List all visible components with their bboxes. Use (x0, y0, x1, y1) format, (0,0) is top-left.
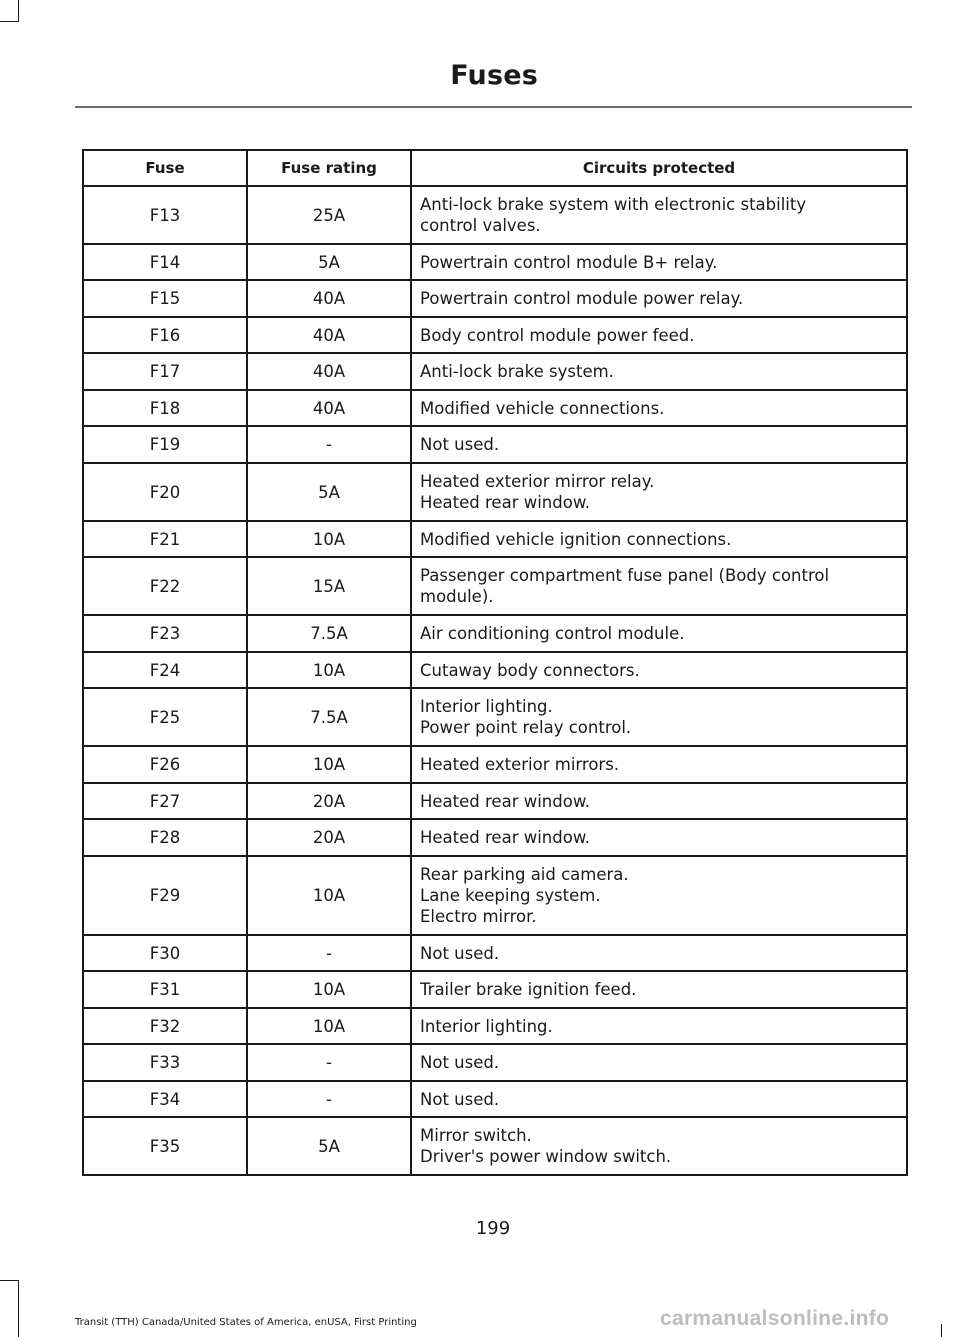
fuse-table-body (83, 186, 907, 1175)
table-row (83, 688, 907, 746)
rating-cell: 7.5A (247, 688, 411, 746)
table-row (83, 615, 907, 652)
fuse-cell: F31 (83, 971, 247, 1008)
crop-mark-top-left-vertical (18, 0, 19, 22)
crop-mark-top-left-horizontal (0, 21, 19, 22)
circuits-cell: Trailer brake ignition feed. (411, 971, 907, 1008)
column-header-fuse-rating: Fuse rating (247, 150, 411, 186)
circuits-cell: Heated rear window. (411, 819, 907, 856)
circuits-cell: Body control module power feed. (411, 317, 907, 353)
table-row (83, 1008, 907, 1044)
rating-cell: 15A (247, 557, 411, 615)
fuse-cell: F24 (83, 652, 247, 688)
circuits-cell: Not used. (411, 426, 907, 463)
rating-cell: 20A (247, 819, 411, 856)
circuits-cell: Modified vehicle ignition connections. (411, 521, 907, 557)
table-row (83, 783, 907, 819)
table-row (83, 557, 907, 615)
circuits-cell: Modified vehicle connections. (411, 390, 907, 426)
title-rule (75, 106, 912, 108)
rating-cell: - (247, 1044, 411, 1081)
rating-cell: - (247, 935, 411, 971)
fuse-cell: F19 (83, 426, 247, 463)
table-row (83, 317, 907, 353)
rating-cell: 40A (247, 280, 411, 317)
table-row (83, 186, 907, 244)
table-row (83, 971, 907, 1008)
rating-cell: 10A (247, 652, 411, 688)
fuse-cell: F32 (83, 1008, 247, 1044)
rating-cell: 20A (247, 783, 411, 819)
rating-cell: - (247, 426, 411, 463)
column-header-circuits-protected: Circuits protected (411, 150, 907, 186)
fuse-cell: F35 (83, 1117, 247, 1175)
circuits-cell: Heated exterior mirrors. (411, 746, 907, 783)
crop-mark-bottom-left-horizontal (0, 1280, 19, 1281)
circuits-cell: Passenger compartment fuse panel (Body control module). (411, 557, 907, 615)
fuse-cell: F22 (83, 557, 247, 615)
fuse-cell: F27 (83, 783, 247, 819)
crop-mark-bottom-left-vertical (18, 1280, 19, 1337)
circuits-cell: Heated rear window. (411, 783, 907, 819)
fuse-cell: F21 (83, 521, 247, 557)
rating-cell: 5A (247, 463, 411, 521)
table-row (83, 390, 907, 426)
fuse-cell: F29 (83, 856, 247, 935)
watermark: carmanualsonline.info (660, 1307, 890, 1330)
circuits-cell: Heated exterior mirror relay. Heated rear window. (411, 463, 907, 521)
table-row (83, 353, 907, 390)
fuse-cell: F13 (83, 186, 247, 244)
rating-cell: 40A (247, 317, 411, 353)
circuits-cell: Cutaway body connectors. (411, 652, 907, 688)
circuits-cell: Air conditioning control module. (411, 615, 907, 652)
rating-cell: 40A (247, 390, 411, 426)
fuse-cell: F30 (83, 935, 247, 971)
fuse-table (82, 149, 908, 1176)
table-row (83, 819, 907, 856)
column-header-fuse: Fuse (83, 150, 247, 186)
fuse-cell: F28 (83, 819, 247, 856)
table-header-row (83, 150, 907, 186)
circuits-cell: Not used. (411, 935, 907, 971)
table-row (83, 1044, 907, 1081)
table-row (83, 244, 907, 280)
fuse-cell: F20 (83, 463, 247, 521)
rating-cell: 25A (247, 186, 411, 244)
fuse-cell: F34 (83, 1081, 247, 1117)
circuits-cell: Interior lighting. Power point relay control. (411, 688, 907, 746)
rating-cell: 7.5A (247, 615, 411, 652)
fuse-cell: F26 (83, 746, 247, 783)
rating-cell: 40A (247, 353, 411, 390)
rating-cell: 10A (247, 971, 411, 1008)
table-row (83, 1117, 907, 1175)
crop-mark-bottom-right-vertical (941, 1324, 942, 1337)
fuse-cell: F17 (83, 353, 247, 390)
table-row (83, 746, 907, 783)
rating-cell: 10A (247, 856, 411, 935)
rating-cell: 5A (247, 244, 411, 280)
table-row (83, 426, 907, 463)
rating-cell: 10A (247, 746, 411, 783)
page-number: 199 (475, 1218, 511, 1239)
table-row (83, 463, 907, 521)
fuse-cell: F33 (83, 1044, 247, 1081)
table-row (83, 1081, 907, 1117)
rating-cell: - (247, 1081, 411, 1117)
circuits-cell: Powertrain control module B+ relay. (411, 244, 907, 280)
publication-footer: Transit (TTH) Canada/United States of America, enUSA, First Printing (75, 1317, 417, 1328)
fuse-cell: F25 (83, 688, 247, 746)
rating-cell: 10A (247, 1008, 411, 1044)
fuse-cell: F16 (83, 317, 247, 353)
table-row (83, 856, 907, 935)
circuits-cell: Mirror switch. Driver's power window switch. (411, 1117, 907, 1175)
circuits-cell: Not used. (411, 1081, 907, 1117)
circuits-cell: Interior lighting. (411, 1008, 907, 1044)
circuits-cell: Anti-lock brake system. (411, 353, 907, 390)
table-row (83, 935, 907, 971)
fuse-cell: F14 (83, 244, 247, 280)
fuse-cell: F23 (83, 615, 247, 652)
rating-cell: 5A (247, 1117, 411, 1175)
circuits-cell: Rear parking aid camera. Lane keeping system. Electro mirror. (411, 856, 907, 935)
circuits-cell: Not used. (411, 1044, 907, 1081)
rating-cell: 10A (247, 521, 411, 557)
fuse-cell: F15 (83, 280, 247, 317)
table-row (83, 521, 907, 557)
table-row (83, 652, 907, 688)
table-row (83, 280, 907, 317)
fuse-cell: F18 (83, 390, 247, 426)
page-title: Fuses (450, 60, 538, 91)
circuits-cell: Anti-lock brake system with electronic stability control valves. (411, 186, 907, 244)
circuits-cell: Powertrain control module power relay. (411, 280, 907, 317)
